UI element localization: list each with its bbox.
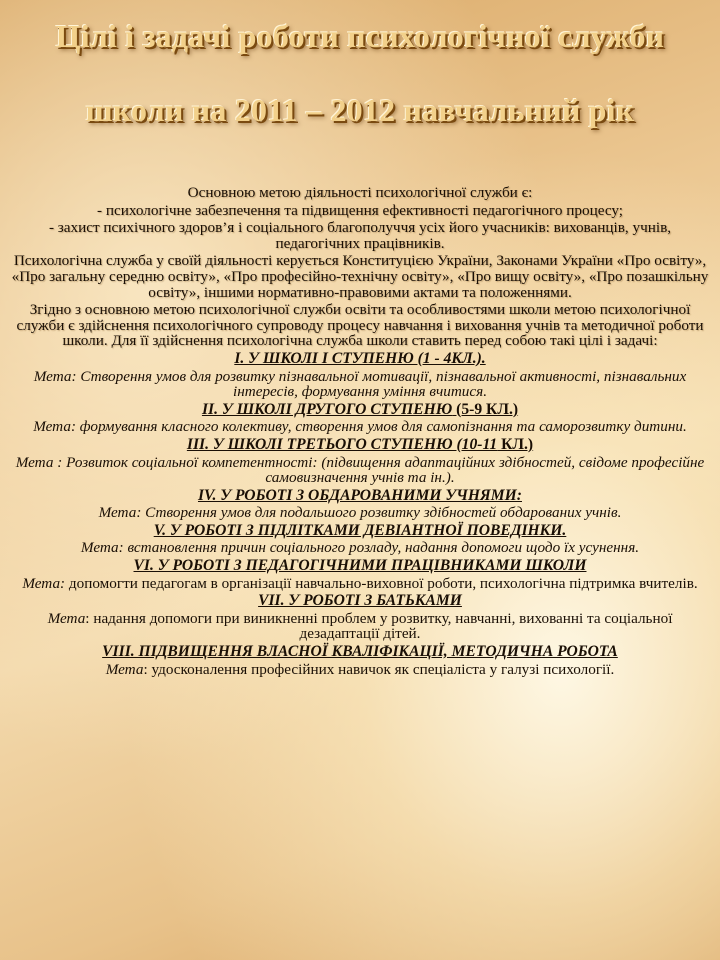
intro-lead: Основною метою діяльності психологічної служби є: <box>187 184 533 201</box>
section-goal: Мета: встановлення причин соціального розладу, надання допомоги щодо їх усунення. <box>80 539 640 557</box>
goal-label: Мета <box>98 504 137 522</box>
intro-paragraph-1: Психологічна служба у своїй діяльності керується Конституцією України, Законами України «Про освіту», «Про загальну середню освіту», «Про професійно-технічну освіту», «Про вищу освіту», «Про позашкільну освіту», іншими нормативно-правовими актами та положеннями. <box>11 252 709 301</box>
section-goal: Мета: формування класного колективу, створення умов для самопізнання та саморозвитку дитини. <box>33 418 687 436</box>
section-goal: Мета: допомогти педагогам в організації навчально-виховної роботи, психологічна підтримка вчителів. <box>22 574 698 592</box>
goal-label: Мета <box>15 453 54 471</box>
section-heading: І. У ШКОЛІ І СТУПЕНЮ (1 - 4КЛ.). <box>234 349 486 367</box>
section-goal: Мета: надання допомоги при виникненні проблем у розвитку, навчанні, вихованні та соціальної дезадаптації дітей. <box>47 609 673 643</box>
section-goal: Мета: Створення умов для подальшого розвитку здібностей обдарованих учнів. <box>98 504 622 522</box>
goal-label: Мета <box>33 367 72 385</box>
goal-label: Мета <box>105 660 144 678</box>
intro-bullet-1: - психологічне забезпечення та підвищення ефективності педагогічного процесу; <box>97 201 623 219</box>
section-heading: VIІІ. ПІДВИЩЕННЯ ВЛАСНОЇ КВАЛІФІКАЦІЇ, МЕТОДИЧНА РОБОТА <box>102 643 618 661</box>
section-heading: V. У РОБОТІ З ПІДЛІТКАМИ ДЕВІАНТНОЇ ПОВЕДІНКИ. <box>153 521 567 539</box>
section-heading: VI. У РОБОТІ З ПЕДАГОГІЧНИМИ ПРАЦІВНИКАМИ ШКОЛИ <box>133 557 587 575</box>
goal-label: Мета <box>33 418 71 436</box>
section-heading: VІІ. У РОБОТІ З БАТЬКАМИ <box>258 592 462 610</box>
intro-paragraph-2: Згідно з основною метою психологічної служби освіти та особливостями школи метою психологічної служби є здійснення психологічного супроводу процесу навчання і виховання учнів та методичної роботи школи. Для її здійснення психологічна служба школи ставить перед собою такі цілі і задачі: <box>16 301 704 350</box>
section-goal: Мета: удосконалення професійних навичок як спеціаліста у галузі психології. <box>105 660 615 678</box>
section-goal: Мета: Створення умов для розвитку пізнавальної мотивації, пізнавальної активності, пізнавальних інтересів, формування уміння вчитися. <box>33 367 687 401</box>
goal-label: Мета <box>47 609 86 627</box>
title-line-2: школи на 2011 – 2012 навчальний рік <box>85 92 635 128</box>
section-heading: ІІ. У ШКОЛІ ДРУГОГО СТУПЕНЮ (5-9 КЛ.) <box>201 400 519 418</box>
goal-label: Мета: <box>22 574 66 592</box>
section-goal: Мета : Розвиток соціальної компетентності: (підвищення адаптаційних здібностей, свідоме професійне самовизначення учнів та ін.). <box>15 453 705 487</box>
slide-body <box>10 185 710 679</box>
intro-bullet-2: - захист психічного здоров’я і соціального благополуччя усіх його учасників: вихованців, учнів, педагогічних працівників. <box>48 219 672 252</box>
section-heading: ІІІ. У ШКОЛІ ТРЕТЬОГО СТУПЕНЮ (10-11 КЛ.) <box>186 435 534 453</box>
section-heading: ІV. У РОБОТІ З ОБДАРОВАНИМИ УЧНЯМИ: <box>197 486 522 504</box>
title-line-1: Цілі і задачі роботи психологічної служби <box>55 18 665 54</box>
goal-label: Мета <box>80 539 119 557</box>
